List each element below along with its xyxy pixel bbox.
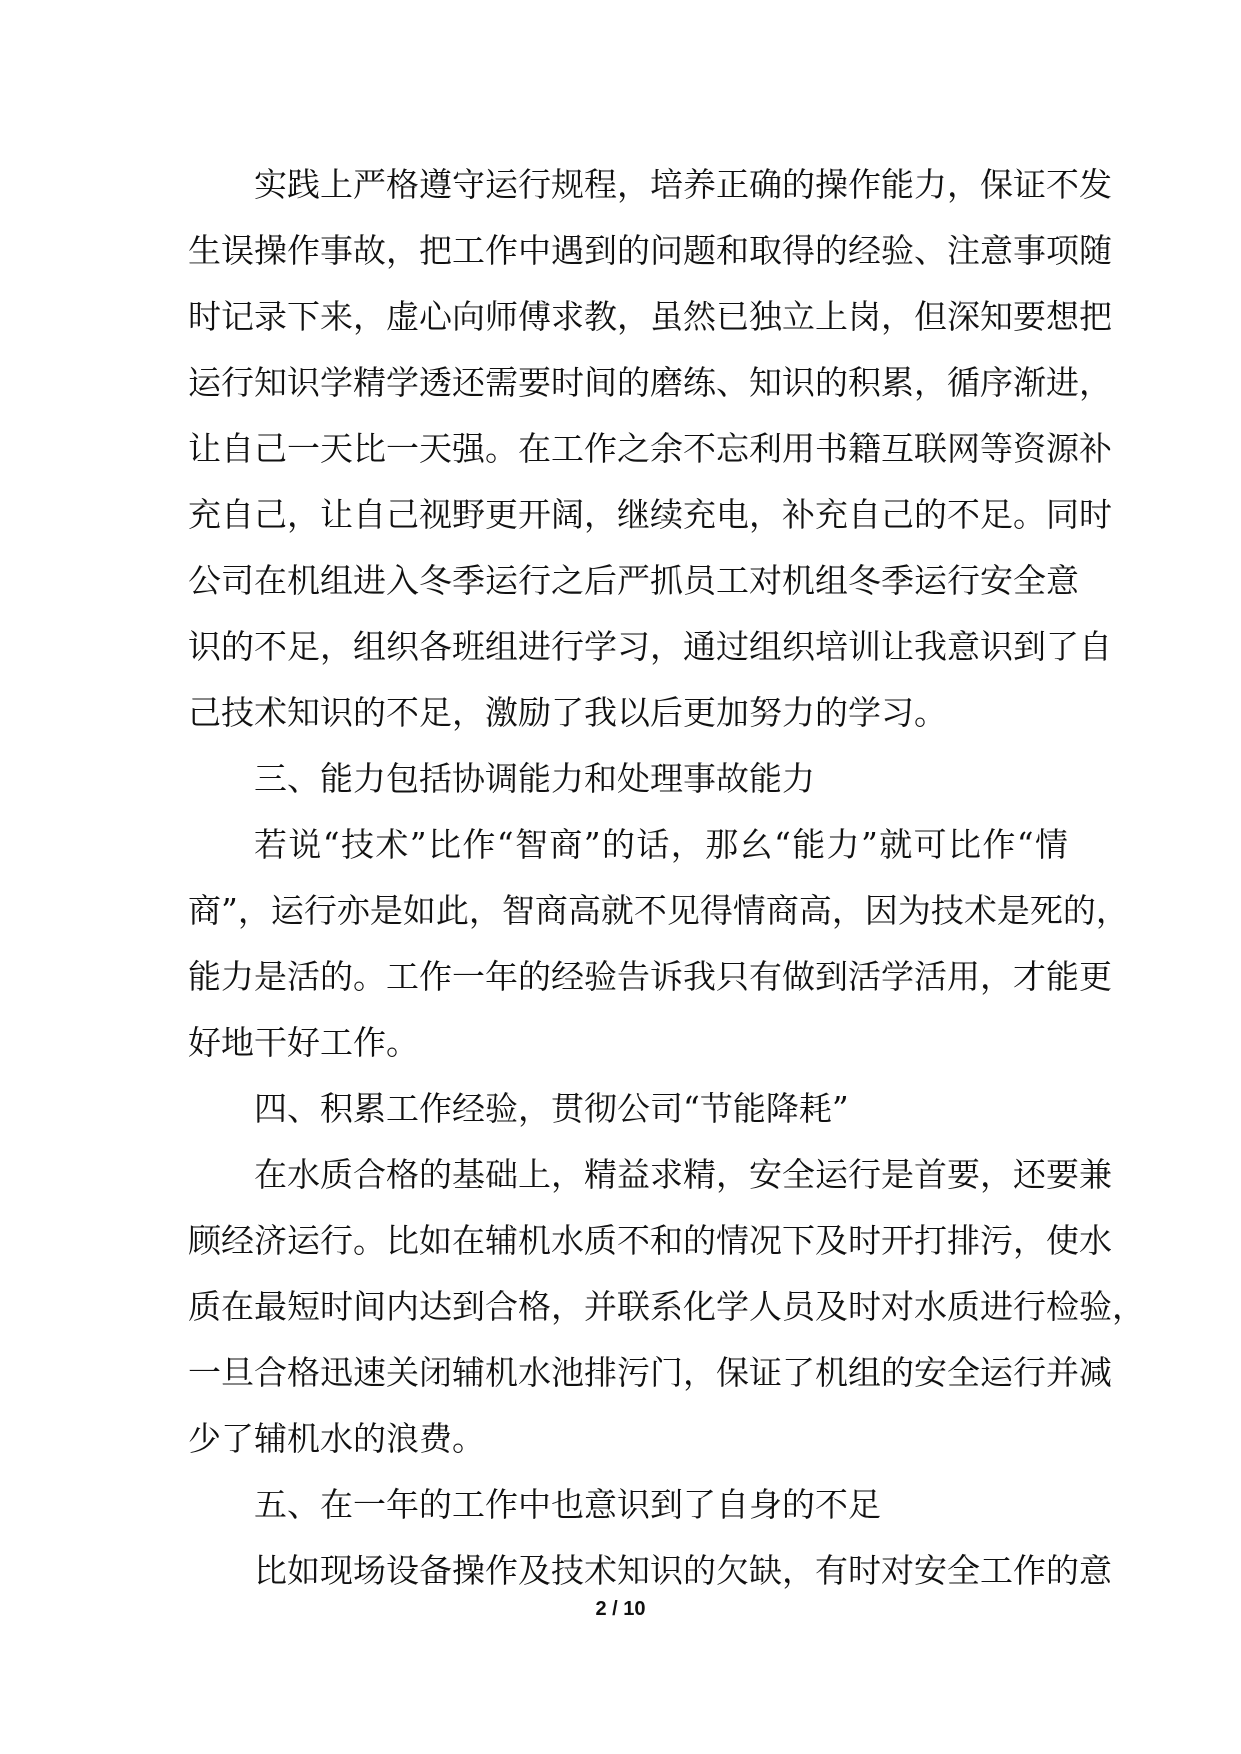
text-line: 商”，运行亦是如此，智商高就不见得情商高，因为技术是死的， xyxy=(188,891,1129,930)
section-heading xyxy=(188,1472,1068,1538)
page-number: 2 / 10 xyxy=(595,1598,646,1620)
section-heading xyxy=(188,1076,1068,1142)
text-line: 时记录下来，虚心向师傅求教，虽然已独立上岗，但深知要想把 xyxy=(188,297,1112,336)
paragraph xyxy=(188,812,1129,1076)
text-line: 五、在一年的工作中也意识到了自身的不足 xyxy=(254,1485,881,1524)
text-line: 让自己一天比一天强。在工作之余不忘利用书籍互联网等资源补 xyxy=(188,429,1112,468)
text-line: 生误操作事故，把工作中遇到的问题和取得的经验、注意事项随 xyxy=(188,231,1112,270)
text-line: 四、积累工作经验，贯彻公司“节能降耗” xyxy=(254,1089,849,1128)
text-line: 少了辅机水的浪费。 xyxy=(188,1419,485,1458)
text-line: 能力是活的。工作一年的经验告诉我只有做到活学活用，才能更 xyxy=(188,957,1112,996)
body-text xyxy=(188,152,1145,1604)
text-line: 识的不足，组织各班组进行学习，通过组织培训让我意识到了自 xyxy=(188,627,1112,666)
text-line: 在水质合格的基础上，精益求精，安全运行是首要，还要兼 xyxy=(254,1155,1112,1194)
text-line: 质在最短时间内达到合格，并联系化学人员及时对水质进行检验， xyxy=(188,1287,1145,1326)
paragraph xyxy=(188,152,1112,746)
text-line: 一旦合格迅速关闭辅机水池排污门，保证了机组的安全运行并减 xyxy=(188,1353,1112,1392)
text-line: 公司在机组进入冬季运行之后严抓员工对机组冬季运行安全意 xyxy=(188,561,1079,600)
text-line: 充自己，让自己视野更开阔，继续充电，补充自己的不足。同时 xyxy=(188,495,1112,534)
text-line: 实践上严格遵守运行规程，培养正确的操作能力，保证不发 xyxy=(254,165,1112,204)
paragraph xyxy=(188,1142,1145,1472)
paragraph xyxy=(188,1538,1112,1604)
text-line: 运行知识学精学透还需要时间的磨练、知识的积累，循序渐进， xyxy=(188,363,1112,402)
text-line: 好地干好工作。 xyxy=(188,1023,419,1062)
text-line: 三、能力包括协调能力和处理事故能力 xyxy=(254,759,815,798)
text-line: 比如现场设备操作及技术知识的欠缺，有时对安全工作的意 xyxy=(254,1551,1112,1590)
text-line: 若说“技术”比作“智商”的话，那幺“能力”就可比作“情 xyxy=(254,825,1068,864)
section-heading xyxy=(188,746,1068,812)
text-line: 己技术知识的不足，激励了我以后更加努力的学习。 xyxy=(188,693,947,732)
text-line: 顾经济运行。比如在辅机水质不和的情况下及时开打排污，使水 xyxy=(188,1221,1112,1260)
